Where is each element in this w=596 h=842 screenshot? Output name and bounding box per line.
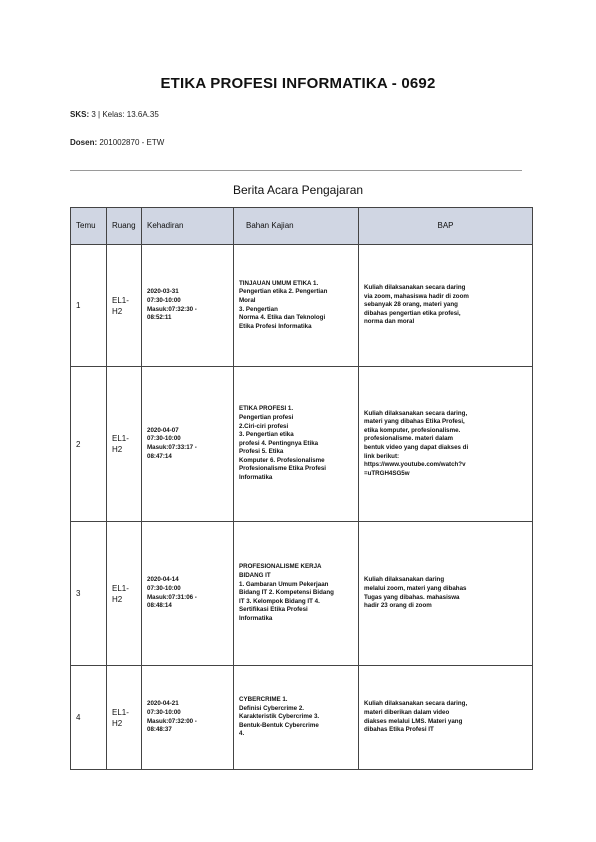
dosen-value: 201002870 - ETW — [99, 138, 165, 147]
column-header-bahan-kajian: Bahan Kajian — [234, 208, 359, 245]
divider — [70, 170, 522, 171]
cell-bap: Kuliah dilaksanakan secara daring via zoom, mahasiswa hadir di zoom sebanyak 28 orang, materi yang dibahas pengertian etika profesi, norma dan moral — [359, 245, 533, 367]
table-row — [71, 666, 533, 770]
lecturer-info — [70, 138, 164, 147]
cell-temu: 1 — [71, 245, 107, 367]
cell-bahan-kajian: TINJAUAN UMUM ETIKA 1. Pengertian etika 2. Pengertian Moral 3. Pengertian Norma 4. Etika dan Teknologi Etika Profesi Informatika — [234, 245, 359, 367]
cell-kehadiran: 2020-04-21 07:30-10:00 Masuk:07:32:00 - 08:48:37 — [142, 666, 234, 770]
dosen-label: Dosen: — [70, 138, 98, 147]
cell-bap: Kuliah dilaksanakan secara daring, materi diberikan dalam video diakses melalui LMS. Materi yang dibahas Etika Profesi IT — [359, 666, 533, 770]
cell-kehadiran: 2020-03-31 07:30-10:00 Masuk:07:32:30 - 08:52:11 — [142, 245, 234, 367]
cell-bap: Kuliah dilaksanakan daring melalui zoom, materi yang dibahas Tugas yang dibahas. mahasiswa hadir 23 orang di zoom — [359, 522, 533, 666]
table-row — [71, 367, 533, 522]
cell-bahan-kajian: ETIKA PROFESI 1. Pengertian profesi 2.Ciri-ciri profesi 3. Pengertian etika profesi 4. Pentingnya Etika Profesi 5. Etika Komputer 6. Profesionalisme Profesionalisme Etika Profesi Informatika — [234, 367, 359, 522]
section-title: Berita Acara Pengajaran — [232, 183, 364, 197]
cell-bahan-kajian: CYBERCRIME 1. Definisi Cybercrime 2. Karakteristik Cybercrime 3. Bentuk-Bentuk Cybercrime 4. — [234, 666, 359, 770]
column-header-ruang: Ruang — [107, 208, 142, 245]
cell-bap: Kuliah dilaksanakan secara daring, materi yang dibahas Etika Profesi, etika komputer, profesionalisme. profesionalisme. materi dalam bentuk video yang dapat diakses di link berikut: https://www.youtube.com/watch?v =uTRGH4SG5w — [359, 367, 533, 522]
document-title: ETIKA PROFESI INFORMATIKA - 0692 — [160, 75, 436, 92]
cell-ruang: EL1- H2 — [107, 666, 142, 770]
cell-temu: 2 — [71, 367, 107, 522]
cell-temu: 4 — [71, 666, 107, 770]
sks-label: SKS: — [70, 110, 90, 119]
column-header-temu: Temu — [71, 208, 107, 245]
course-info — [70, 110, 159, 119]
cell-temu: 3 — [71, 522, 107, 666]
cell-ruang: EL1- H2 — [107, 522, 142, 666]
sks-value: 3 | Kelas: 13.6A.35 — [91, 110, 159, 119]
column-header-bap: BAP — [359, 208, 533, 245]
table-row — [71, 522, 533, 666]
cell-kehadiran: 2020-04-14 07:30-10:00 Masuk:07:31:06 - 08:48:14 — [142, 522, 234, 666]
bap-table — [70, 207, 533, 770]
cell-kehadiran: 2020-04-07 07:30-10:00 Masuk:07:33:17 - 08:47:14 — [142, 367, 234, 522]
table-row — [71, 245, 533, 367]
cell-ruang: EL1- H2 — [107, 245, 142, 367]
column-header-kehadiran: Kehadiran — [142, 208, 234, 245]
cell-bahan-kajian: PROFESIONALISME KERJA BIDANG IT 1. Gambaran Umum Pekerjaan Bidang IT 2. Kompetensi Bidang IT 3. Kelompok Bidang IT 4. Sertifikasi Etika Profesi Informatika — [234, 522, 359, 666]
table-header-row — [71, 208, 533, 245]
cell-ruang: EL1- H2 — [107, 367, 142, 522]
